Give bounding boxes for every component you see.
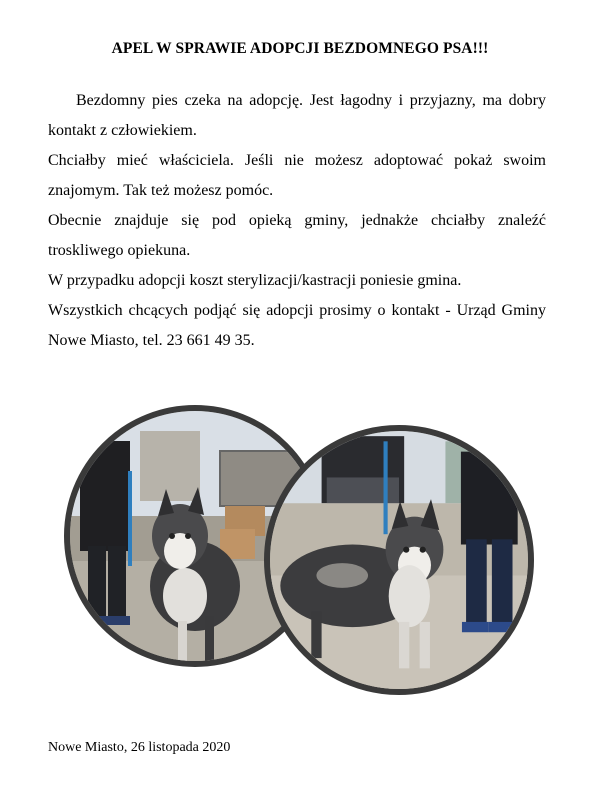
dog-photo-right-image xyxy=(270,431,528,689)
paragraph-care: Obecnie znajduje się pod opieką gminy, jednakże chciałby znaleźć troskliwego opiekuna. xyxy=(48,212,546,259)
place-and-date: Nowe Miasto, 26 listopada 2020 xyxy=(48,740,231,755)
page-title: APEL W SPRAWIE ADOPCJI BEZDOMNEGO PSA!!! xyxy=(111,40,489,57)
paragraph-contact: Wszystkich chcących podjąć się adopcji prosimy o kontakt - Urząd Gminy Nowe Miasto, tel. 23 661 49 35. xyxy=(48,302,546,349)
paragraph-cost: W przypadku adopcji koszt sterylizacji/kastracji poniesie gmina. xyxy=(48,272,462,289)
dog-photo-right xyxy=(264,425,534,695)
appeal-body xyxy=(48,86,546,356)
paragraph-intro: Bezdomny pies czeka na adopcję. Jest łagodny i przyjazny, ma dobry kontakt z człowiekiem. xyxy=(48,92,546,139)
paragraph-owner: Chciałby mieć właściciela. Jeśli nie możesz adoptować pokaż swoim znajomym. Tak też możesz pomóc. xyxy=(48,152,546,199)
